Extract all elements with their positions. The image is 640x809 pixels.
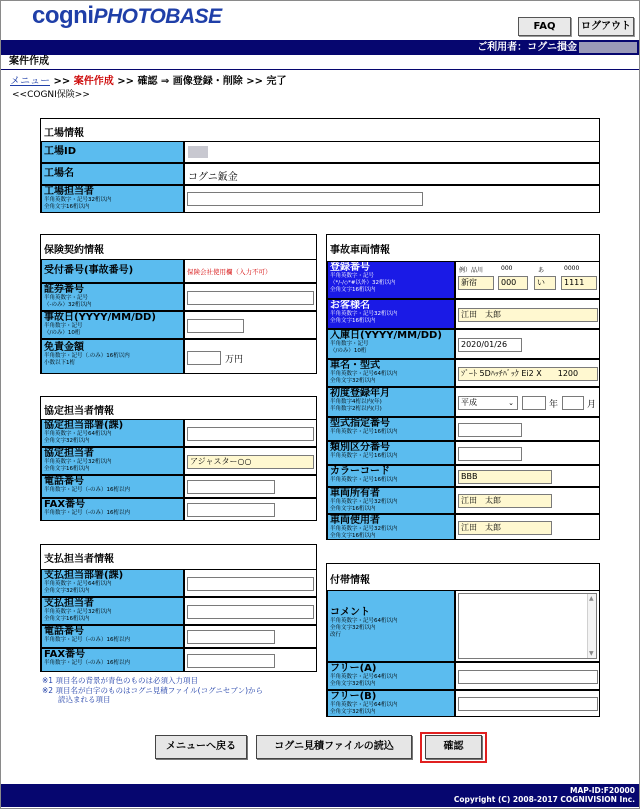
reg-label: 登録番号 半角英数字・記号 （*/-/◇*#以外）32桁以内 全角文字16桁以内 xyxy=(327,261,455,299)
factory-staff-cell xyxy=(184,185,600,213)
agreement-section xyxy=(40,396,317,521)
car-user-label: 車両使用者 半角英数字・記号32桁以内 全角文字16桁以内 xyxy=(327,514,455,540)
user-label: ご利用者：コグニ損金 xyxy=(477,42,577,53)
footer-bar xyxy=(1,784,639,807)
car-user-input[interactable]: 江田 太郎 xyxy=(458,521,552,535)
color-code-input[interactable]: BBB xyxy=(458,470,552,484)
color-code-label: カラーコード 半角英数字・記号16桁以内 xyxy=(327,465,455,487)
accept-cell xyxy=(184,259,317,283)
load-estimate-file-button[interactable]: コグニ見積ファイルの読込 xyxy=(256,735,412,759)
agreement-dept-label: 協定担当部署(課) 半角英数字・記号64桁以内 全角文字32桁以内 xyxy=(41,419,184,447)
policy-label: 証券番号 半角英数字・記号 （-のみ）32桁以内 xyxy=(41,283,184,311)
owner-cell xyxy=(455,487,600,514)
reg-number-input[interactable]: 1111 xyxy=(561,276,597,290)
back-to-menu-button[interactable]: メニューへ戻る xyxy=(155,735,247,759)
user-bar xyxy=(1,40,639,55)
class-number-cell xyxy=(455,441,600,465)
factory-name-value xyxy=(184,163,600,185)
extra-title: 付帯情報 xyxy=(330,575,370,586)
deductible-cell xyxy=(184,339,317,374)
first-reg-cell xyxy=(455,387,600,417)
customer-label: お客様名 半角英数字・記号32桁以内 全角文字16桁以内 xyxy=(327,299,455,329)
factory-id-mask xyxy=(188,146,208,158)
step-sep: >> xyxy=(50,76,74,87)
free-b-label: フリー(B) 半角英数字・記号64桁以内 全角文字32桁以内 xyxy=(327,690,455,717)
payment-fax-label: FAX番号 半角数字・記号（-のみ）16桁以内 xyxy=(41,648,184,672)
payment-dept-cell xyxy=(184,569,317,597)
user-name-mask xyxy=(579,42,637,53)
agreement-dept-input[interactable] xyxy=(187,427,314,441)
note-2: ※2 項目名が白字のものはコグニ見積ファイル(コグニセブン)から xyxy=(42,686,264,695)
type-number-cell xyxy=(455,417,600,441)
insurance-title: 保険契約情報 xyxy=(44,245,104,256)
entry-date-cell xyxy=(455,329,600,359)
agreement-fax-input[interactable] xyxy=(187,503,275,517)
note-3: 読込まれる項目 xyxy=(58,695,111,704)
agreement-tel-input[interactable] xyxy=(187,480,275,494)
logo-photobase: PHOTOBASE xyxy=(93,5,222,28)
payment-dept-input[interactable] xyxy=(187,577,314,591)
factory-id-label: 工場ID xyxy=(41,141,184,163)
deductible-input[interactable] xyxy=(187,351,221,365)
policy-input[interactable] xyxy=(187,291,314,305)
step-current: 案件作成 xyxy=(73,76,114,87)
payment-person-input[interactable] xyxy=(187,605,314,619)
factory-section xyxy=(40,118,600,213)
policy-cell xyxy=(184,283,317,311)
entry-date-label: 入庫日(YYYY/MM/DD) 半角数字・記号 （/のみ）10桁 xyxy=(327,329,455,359)
insurance-section xyxy=(40,234,317,374)
class-number-label: 類別区分番号 半角英数字・記号16桁以内 xyxy=(327,441,455,465)
factory-title: 工場情報 xyxy=(44,128,84,139)
deductible-unit: 万円 xyxy=(225,355,244,365)
era-select[interactable] xyxy=(458,396,518,410)
payment-fax-input[interactable] xyxy=(187,654,275,668)
factory-staff-label: 工場担当者 半角英数字・記号32桁以内 全角文字16桁以内 xyxy=(41,185,184,213)
free-a-input[interactable] xyxy=(458,670,598,684)
free-a-cell xyxy=(455,662,600,690)
customer-input[interactable]: 江田 太郎 xyxy=(458,308,598,322)
payment-title: 支払担当者情報 xyxy=(44,554,114,565)
reg-class-input[interactable]: 000 xyxy=(498,276,528,290)
step-breadcrumb xyxy=(10,72,287,87)
reg-cell xyxy=(455,261,600,299)
payment-fax-cell xyxy=(184,648,317,672)
free-a-label: フリー(A) 半角英数字・記号64桁以内 全角文字32桁以内 xyxy=(327,662,455,690)
factory-name-label: 工場名 xyxy=(41,163,184,185)
agreement-title: 協定担当者情報 xyxy=(44,406,114,417)
scroll-up-icon[interactable]: ▲ xyxy=(589,595,594,602)
agreement-person-cell xyxy=(184,447,317,475)
free-b-cell xyxy=(455,690,600,717)
customer-cell xyxy=(455,299,600,329)
entry-date-input[interactable]: 2020/01/26 xyxy=(458,338,522,352)
comment-cell xyxy=(455,590,600,662)
agreement-tel-label: 電話番号 半角数字・記号（-のみ）16桁以内 xyxy=(41,475,184,498)
extra-section xyxy=(326,563,600,717)
confirm-button[interactable]: 確認 xyxy=(425,735,482,759)
page-title: 案件作成 xyxy=(1,55,639,70)
payment-tel-label: 電話番号 半角数字・記号（-のみ）16桁以内 xyxy=(41,625,184,648)
payment-tel-cell xyxy=(184,625,317,648)
map-id: MAP-ID:F20000 xyxy=(570,786,635,795)
reg-hint-kana: あ xyxy=(538,267,545,274)
vehicle-title: 事故車両情報 xyxy=(330,245,390,256)
model-label: 車名・型式 半角英数字・記号64桁以内 全角文字32桁以内 xyxy=(327,359,455,387)
year-unit: 年 xyxy=(549,400,559,410)
reg-kana-input[interactable]: い xyxy=(534,276,556,290)
cogni-photobase-logo xyxy=(32,2,222,31)
deductible-label: 免責金額 半角数字・記号（.のみ）16桁以内 小数以下1桁 xyxy=(41,339,184,374)
comment-label: コメント 半角英数字・記号64桁以内 全角文字32桁以内 改行 xyxy=(327,590,455,662)
payment-person-label: 支払担当者 半角英数字・記号32桁以内 全角文字16桁以内 xyxy=(41,597,184,625)
type-number-label: 型式指定番号 半角英数字・記号16桁以内 xyxy=(327,417,455,441)
month-unit: 月 xyxy=(587,400,597,410)
agreement-tel-cell xyxy=(184,475,317,498)
accident-date-input[interactable] xyxy=(187,319,244,333)
comment-textarea[interactable] xyxy=(458,593,597,659)
scroll-down-icon[interactable]: ▼ xyxy=(589,650,594,657)
color-code-cell xyxy=(455,465,600,487)
faq-button[interactable]: FAQ xyxy=(518,17,571,36)
logo-cogni: cogni xyxy=(32,2,94,29)
step-rest: >> 確認 ⇒ 画像登録・削除 >> 完了 xyxy=(113,76,287,87)
copyright: Copyright (C) 2008-2017 COGNIVISION Inc. xyxy=(453,795,635,804)
note-1: ※1 項目名の背景が青色のものは必須入力項目 xyxy=(42,676,198,685)
insurer-name: <<COGNI保険>> xyxy=(12,90,90,100)
factory-staff-input[interactable] xyxy=(187,192,423,206)
model-input[interactable]: ｿﾞｰﾄ 5Dﾊｯﾁﾊﾞｯｸ Ei2 X 1200 xyxy=(458,367,598,381)
agreement-dept-cell xyxy=(184,419,317,447)
first-reg-month-input[interactable] xyxy=(562,396,584,410)
accept-label: 受付番号(事故番号) xyxy=(41,259,184,283)
first-reg-year-input[interactable] xyxy=(522,396,546,410)
factory-name-text: コグニ鈑金 xyxy=(188,172,238,183)
factory-id-value xyxy=(184,141,600,163)
chevron-down-icon: ⌄ xyxy=(508,399,514,407)
payment-person-cell xyxy=(184,597,317,625)
agreement-fax-label: FAX番号 半角数字・記号（-のみ）16桁以内 xyxy=(41,498,184,521)
payment-dept-label: 支払担当部署(課) 半角英数字・記号64桁以内 全角文字32桁以内 xyxy=(41,569,184,597)
reg-area-input[interactable]: 新宿 xyxy=(458,276,494,290)
era-value: 平成 xyxy=(461,398,477,407)
reg-hint-area: 例）品川 xyxy=(459,267,484,274)
agreement-person-input[interactable]: アジャスター○○ xyxy=(187,455,314,469)
agreement-person-label: 協定担当者 半角英数字・記号32桁以内 全角文字16桁以内 xyxy=(41,447,184,475)
payment-tel-input[interactable] xyxy=(187,630,275,644)
owner-label: 車両所有者 半角英数字・記号32桁以内 全角文字16桁以内 xyxy=(327,487,455,514)
free-b-input[interactable] xyxy=(458,697,598,711)
accident-date-cell xyxy=(184,311,317,339)
model-cell xyxy=(455,359,600,387)
owner-input[interactable]: 江田 太郎 xyxy=(458,494,552,508)
logout-button[interactable]: ログアウト xyxy=(578,17,634,36)
comment-scrollbar[interactable] xyxy=(587,594,596,658)
vehicle-section xyxy=(326,234,600,540)
agreement-fax-cell xyxy=(184,498,317,521)
menu-link[interactable]: メニュー xyxy=(10,76,50,87)
class-number-input[interactable] xyxy=(458,447,522,461)
first-reg-label: 初度登録年月 半角数字4桁以内(年) 半角数字2桁以内(月) xyxy=(327,387,455,417)
accident-date-label: 事故日(YYYY/MM/DD) 半角数字・記号 （/のみ）10桁 xyxy=(41,311,184,339)
payment-section xyxy=(40,544,317,672)
car-user-cell xyxy=(455,514,600,540)
accept-value: 保険会社使用欄（入力不可） xyxy=(187,268,272,276)
reg-hint-number: 0000 xyxy=(564,265,580,272)
type-number-input[interactable] xyxy=(458,423,522,437)
reg-hint-class: 000 xyxy=(501,265,513,272)
